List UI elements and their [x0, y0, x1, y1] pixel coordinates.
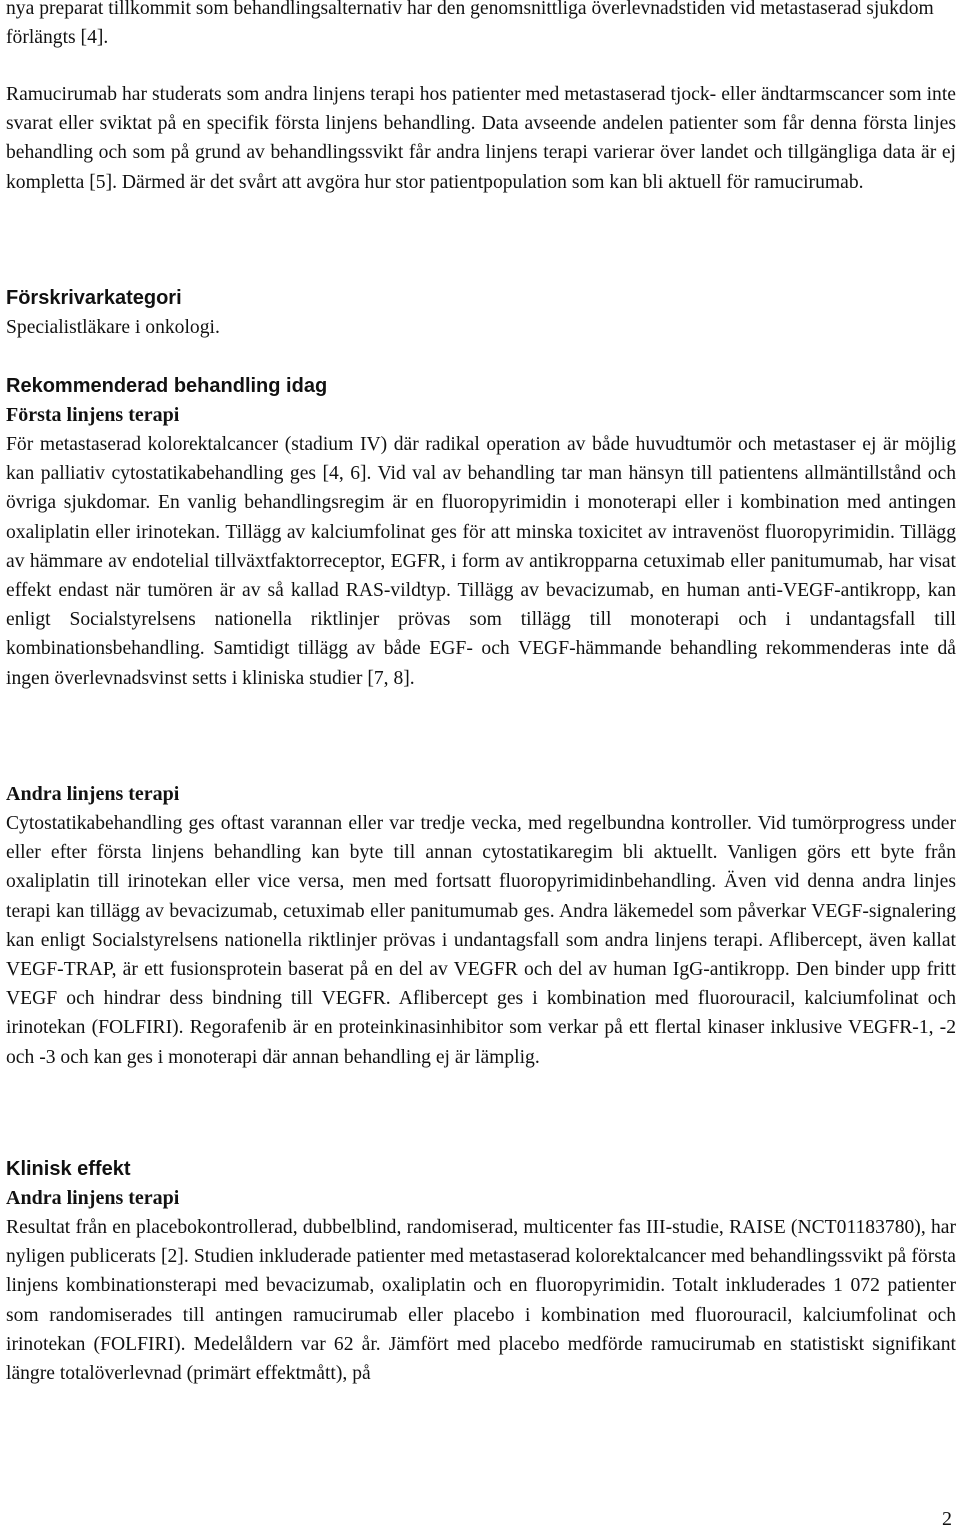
prescriber-heading: Förskrivarkategori [6, 287, 182, 309]
clinical-effect-heading: Klinisk effekt [6, 1158, 131, 1180]
clinical-second-line-heading: Andra linjens terapi [6, 1187, 180, 1209]
page-number: 2 [942, 1508, 952, 1530]
clinical-effect-paragraph: Resultat från en placebokontrollerad, dubbelblind, randomiserad, multicenter fas III-studie, RAISE (NCT01183780), har nyligen publicerats [2]. Studien inkluderade patienter med metastaserad kolorektalcancer med behandlingssvikt på första linjens kombinationsterapi med bevacizumab, oxaliplatin och en fluoropyrimidin. Totalt inkluderades 1 072 patienter som randomiserades till antingen ramucirumab eller placebo i kombination med fluorouracil, kalciumfolinat och irinotekan (FOLFIRI). Medelåldern var 62 år. Jämfört med placebo medförde ramucirumab en statistiskt signifikant längre totalöverlevnad (primärt effektmått), på [6, 1217, 956, 1385]
second-line-heading: Andra linjens terapi [6, 783, 180, 805]
second-line-paragraph: Cytostatikabehandling ges oftast varannan eller var tredje vecka, med regelbundna kontroller. Vid tumörprogress under eller efter första linjens behandling kan byte till annan cytostatikaregim bli aktuellt. Vanligen görs ett byte från oxaliplatin till irinotekan eller vice versa, men med fortsatt fluoropyrimidinbehandling. Även vid denna andra linjes terapi kan tillägg av bevacizumab, cetuximab eller panitumumab ges. Andra läkemedel som påverkar VEGF-signalering kan enligt Socialstyrelsens nationella riktlinjer prövas i undantagsfall som andra linjens terapi. Aflibercept, även kallat VEGF-TRAP, är ett fusionsprotein baserat på en del av VEGFR och del av human IgG-antikropp. Den binder upp fritt VEGF och hindrar dess bindning till VEGFR. Aflibercept ges i kombination med fluorouracil, kalciumfolinat och irinotekan (FOLFIRI). Regorafenib är en proteinkinasinhibitor som verkar på ett flertal kinaser inklusive VEGFR-1, -2 och -3 och kan ges i monoterapi där annan behandling ej är lämplig. [6, 813, 956, 1068]
first-line-paragraph: För metastaserad kolorektalcancer (stadium IV) där radikal operation av både huvudtumör och metastaser ej är möjlig kan palliativ cytostatikabehandling ges [4, 6]. Vid val av behandling tar man hänsyn till patientens allmäntillstånd och övriga sjukdomar. En vanlig behandlingsregim är en fluoropyrimidin i monoterapi eller i kombination med antingen oxaliplatin eller irinotekan. Tillägg av kalciumfolinat ges för att minska toxicitet av intravenöst fluoropyrimidin. Tillägg av hämmare av endotelial tillväxtfaktorreceptor, EGFR, i form av antikropparna cetuximab eller panitumumab, har visat effekt endast när tumören är av så kallad RAS-vildtyp. Tillägg av bevacizumab, en human anti-VEGF-antikropp, kan enligt Socialstyrelsens nationella riktlinjer prövas som tillägg till monoterapi och i undantagsfall till kombinationsbehandling. Samtidigt tillägg av både EGF- och VEGF-hämmande behandling rekommenderas inte då ingen överlevnadsvinst setts i kliniska studier [7, 8]. [6, 434, 956, 689]
ramucirumab-paragraph: Ramucirumab har studerats som andra linjens terapi hos patienter med metastaserad tjock- eller ändtarmscancer som inte svarat eller sviktat på en specifik första linjens behandling. Data avseende andelen patienter som får denna första linjes behandling och som på grund av behandlingssvikt får andra linjens terapi varierar över landet och tillgängliga data är ej kompletta [5]. Därmed är det svårt att avgöra hur stor patientpopulation som kan bli aktuell för ramucirumab. [6, 84, 956, 193]
recommended-heading: Rekommenderad behandling idag [6, 375, 328, 397]
intro-tail-paragraph: nya preparat tillkommit som behandlingsalternativ har den genomsnittliga överlevnadstiden vid metastaserad sjukdom förlängts [4]. [6, 0, 934, 49]
first-line-heading: Första linjens terapi [6, 404, 180, 426]
prescriber-text: Specialistläkare i onkologi. [6, 317, 220, 338]
